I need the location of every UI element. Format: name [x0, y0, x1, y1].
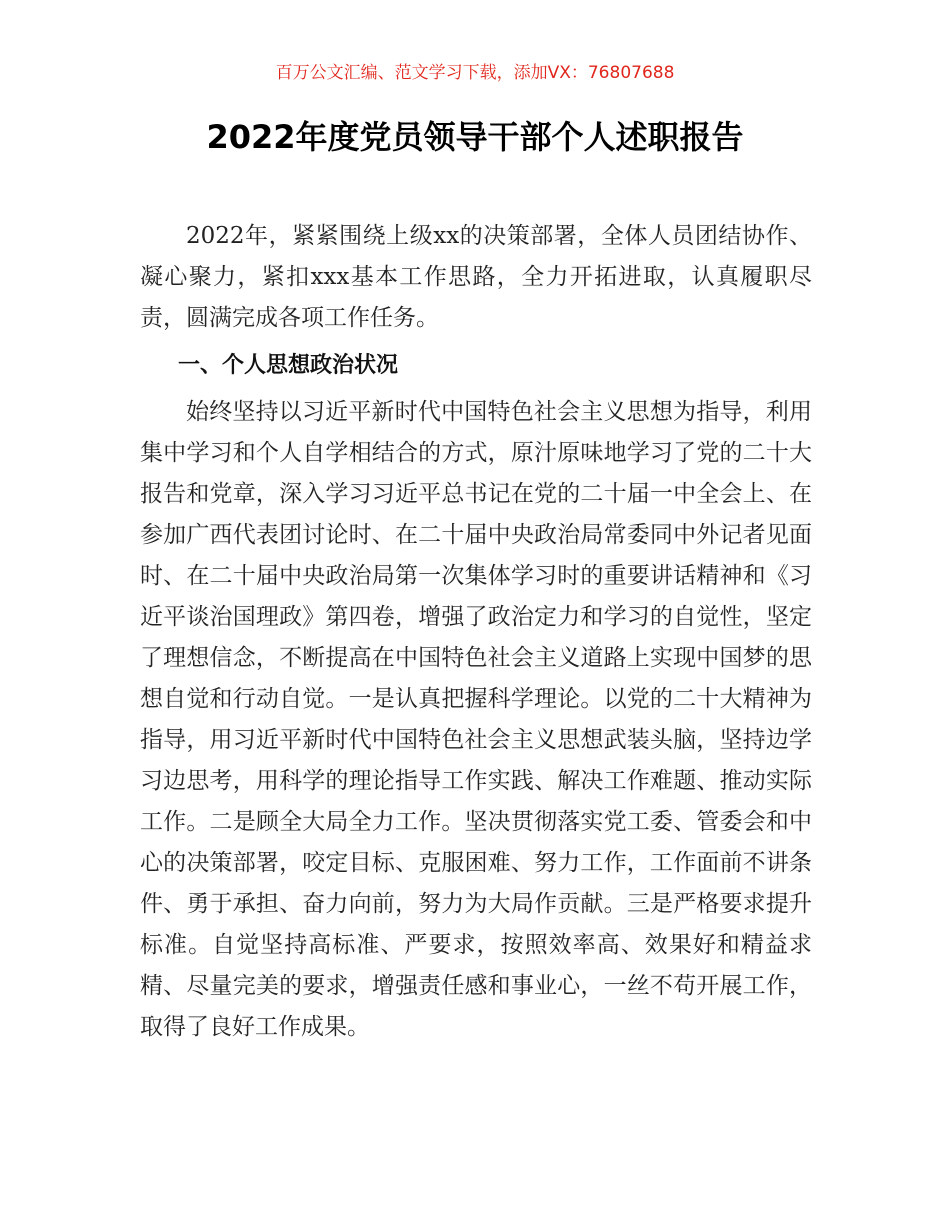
section-1-paragraph: 始终坚持以习近平新时代中国特色社会主义思想为指导，利用集中学习和个人自学相结合的方式，原汁原味地学习了党的二十大报告和党章，深入学习习近平总书记在党的二十届一中全会上、在参加广西代表团讨论时、在二十届中央政治局常委同中外记者见面时、在二十届中央政治局第一次集体学习时的重要讲话精神和《习近平谈治国理政》第四卷，增强了政治定力和学习的自觉性，坚定了理想信念，不断提高在中国特色社会主义道路上实现中国梦的思想自觉和行动自觉。一是认真把握科学理论。以党的二十大精神为指导，用习近平新时代中国特色社会主义思想武装头脑，坚持边学习边思考，用科学的理论指导工作实践、解决工作难题、推动实际工作。二是顾全大局全力工作。坚决贯彻落实党工委、管委会和中心的决策部署，咬定目标、克服困难、努力工作，工作面前不讲条件、勇于承担、奋力向前，努力为大局作贡献。三是严格要求提升标准。自觉坚持高标准、严要求，按照效率高、效果好和精益求精、尽量完美的要求，增强责任感和事业心，一丝不苟开展工作，取得了良好工作成果。 — [140, 399, 812, 1040]
document-title: 2022年度党员领导干部个人述职报告 — [206, 118, 744, 156]
watermark-header: 百万公文汇编、范文学习下载，添加VX：76807688 — [275, 63, 675, 83]
intro-paragraph: 2022年，紧紧围绕上级xx的决策部署，全体人员团结协作、凝心聚力，紧扣xxx基本工作思路，全力开拓进取，认真履职尽责，圆满完成各项工作任务。 — [140, 223, 812, 331]
section-heading-1: 一、个人思想政治状况 — [178, 353, 399, 378]
document-body — [140, 216, 812, 1048]
